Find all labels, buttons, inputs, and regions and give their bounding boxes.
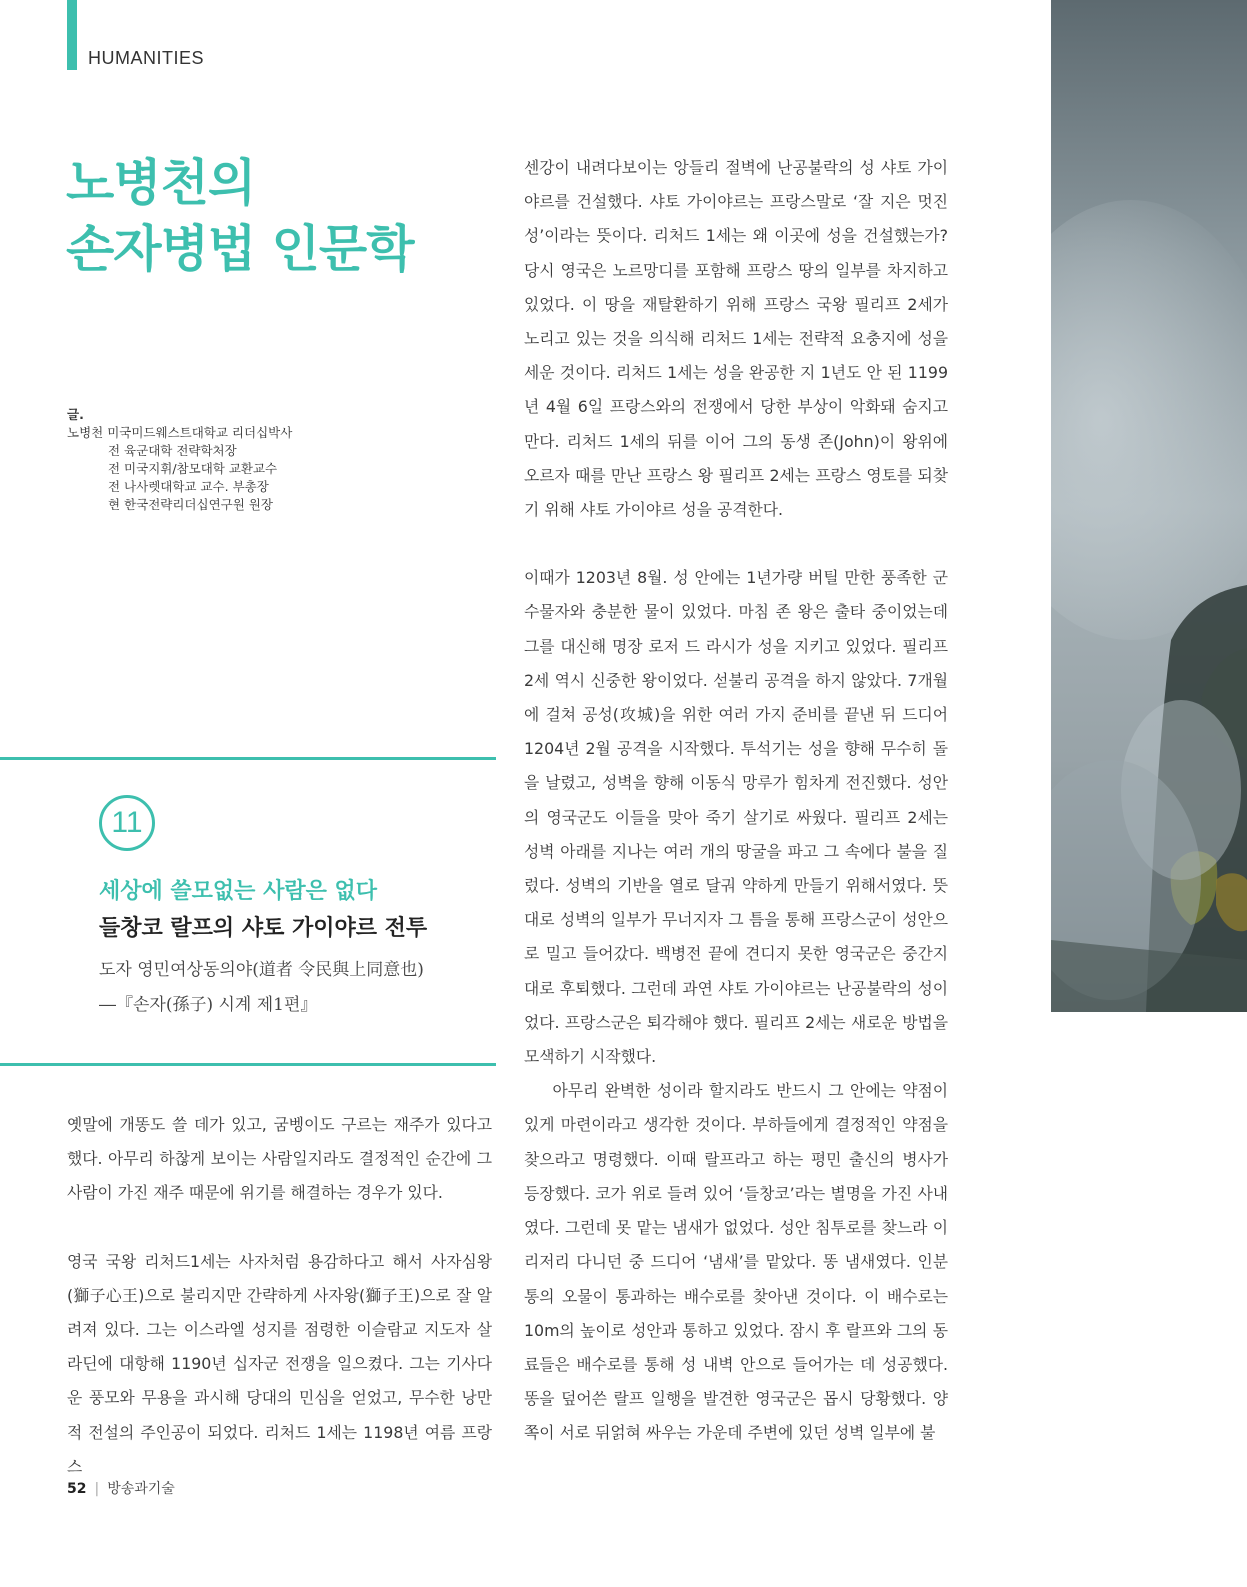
series-number-badge: 11 (99, 795, 155, 851)
page-footer (67, 1478, 175, 1498)
magazine-name: 방송과기술 (107, 1481, 175, 1497)
body-column-right (524, 151, 948, 1451)
body-paragraph: 아무리 완벽한 성이라 할지라도 반드시 그 안에는 약점이 있게 마련이라고 생각한 것이다. 부하들에게 결정적인 약점을 찾으라고 명령했다. 이때 랄프라고 하는 평민 출신의 병사가 등장했다. 코가 위로 들려 있어 ‘들창코’라는 별명을 가진 사내였다. 그런데 못 맡는 냄새가 없었다. 성안 침투로를 찾느라 이리저리 다니던 중 드디어 ‘냄새’를 맡았다. 똥 냄새였다. 인분통의 오물이 통과하는 배수로를 찾아낸 것이다. 이 배수로는 10m의 높이로 성안과 통하고 있었다. 잠시 후 랄프와 그의 동료들은 배수로를 통해 성 내벽 안으로 들어가는 데 성공했다. 똥을 덮어쓴 랄프 일행을 발견한 영국군은 몹시 당황했다. 양쪽이 서로 뒤얽혀 싸우는 가운데 주변에 있던 성벽 일부에 불 (524, 1081, 948, 1443)
feature-subtitle: 세상에 쓸모없는 사람은 없다 (99, 879, 378, 904)
feature-top-rule (0, 757, 496, 760)
body-paragraph: 영국 국왕 리처드1세는 사자처럼 용감하다고 해서 사자심왕(獅子心王)으로 불리지만 간략하게 사자왕(獅子王)으로 잘 알려져 있다. 그는 이스라엘 성지를 점령한 이슬람교 지도자 살라딘에 대항해 1190년 십자군 전쟁을 일으켰다. 그는 기사다운 풍모와 무용을 과시해 당대의 민심을 얻었고, 무수한 낭만적 전설의 주인공이 되었다. 리처드 1세는 1198년 여름 프랑스 (67, 1251, 492, 1476)
page-number: 52 (67, 1481, 87, 1497)
byline-line: 노병천 미국미드웨스트대학교 리더십박사 (67, 425, 293, 440)
misty-forest-photo (1051, 0, 1247, 1012)
byline-line: 전 나사렛대학교 교수. 부총장 (108, 479, 269, 494)
title-line-1: 노병천의 (66, 154, 256, 212)
feature-bottom-rule (0, 1063, 496, 1066)
byline-line: 전 육군대학 전략학처장 (108, 443, 237, 458)
body-paragraph: 옛말에 개똥도 쓸 데가 있고, 굼벵이도 구르는 재주가 있다고 했다. 아무리 하찮게 보이는 사람일지라도 결정적인 순간에 그 사람이 가진 재주 때문에 위기를 해결하는 경우가 있다. (67, 1115, 492, 1203)
footer-separator: | (94, 1481, 100, 1497)
byline-line: 현 한국전략리더십연구원 원장 (108, 497, 273, 512)
author-byline (67, 406, 292, 514)
title-line-2: 손자병법 인문학 (66, 220, 414, 278)
body-paragraph: 센강이 내려다보이는 앙들리 절벽에 난공불락의 성 샤토 가이야르를 건설했다. 샤토 가이야르는 프랑스말로 ‘잘 지은 멋진 성’이라는 뜻이다. 리처드 1세는 왜 이곳에 성을 건설했는가? 당시 영국은 노르망디를 포함해 프랑스 땅의 일부를 차지하고 있었다. 이 땅을 재탈환하기 위해 프랑스 국왕 필리프 2세가 노리고 있는 것을 의식해 리처드 1세는 전략적 요충지에 성을 세운 것이다. 리처드 1세는 성을 완공한 지 1년도 안 된 1199년 4월 6일 프랑스와의 전쟁에서 당한 부상이 악화돼 숨지고 만다. 리처드 1세의 뒤를 이어 그의 동생 존(John)이 왕위에 오르자 때를 만난 프랑스 왕 필리프 2세는 프랑스 영토를 되찾기 위해 샤토 가이야르 성을 공격한다. (524, 158, 948, 520)
body-column-left (67, 1108, 492, 1484)
body-paragraph: 이때가 1203년 8월. 성 안에는 1년가량 버틸 만한 풍족한 군수물자와 충분한 물이 있었다. 마침 존 왕은 출타 중이었는데 그를 대신해 명장 로저 드 라시가 성을 지키고 있었다. 필리프 2세 역시 신중한 왕이었다. 섣불리 공격을 하지 않았다. 7개월에 걸쳐 공성(攻城)을 위한 여러 가지 준비를 끝낸 뒤 드디어 1204년 2월 공격을 시작했다. 투석기는 성을 향해 무수히 돌을 날렸고, 성벽을 향해 이동식 망루가 힘차게 전진했다. 성안의 영국군도 이들을 맞아 죽기 살기로 싸웠다. 필리프 2세는 성벽 아래를 지나는 여러 개의 땅굴을 파고 그 속에다 불을 질렀다. 성벽의 기반을 열로 달궈 약하게 만들기 위해서였다. 뜻대로 성벽의 일부가 무너지자 그 틈을 통해 프랑스군이 성안으로 밀고 들어갔다. 백병전 끝에 견디지 못한 영국군은 중간지대로 후퇴했다. 그런데 과연 샤토 가이야르는 난공불락의 성이었다. 프랑스군은 퇴각해야 했다. 필리프 2세는 새로운 방법을 모색하기 시작했다. (524, 568, 948, 1067)
byline-label: 글. (67, 407, 84, 422)
feature-subtitle-2: 들창코 랄프의 샤토 가이야르 전투 (99, 916, 428, 941)
section-label: HUMANITIES (88, 48, 205, 68)
byline-line: 전 미국지휘/참모대학 교환교수 (108, 461, 278, 476)
section-accent-bar (67, 0, 77, 70)
quote-line-2: ―『손자(孫子) 시계 제1편』 (99, 995, 318, 1015)
article-title (66, 150, 414, 282)
quote-line-1: 도자 영민여상동의야(道者 令民與上同意也) (99, 960, 424, 980)
misty-forest-photo-graphic (1051, 0, 1247, 1012)
feature-quote (99, 953, 424, 1023)
